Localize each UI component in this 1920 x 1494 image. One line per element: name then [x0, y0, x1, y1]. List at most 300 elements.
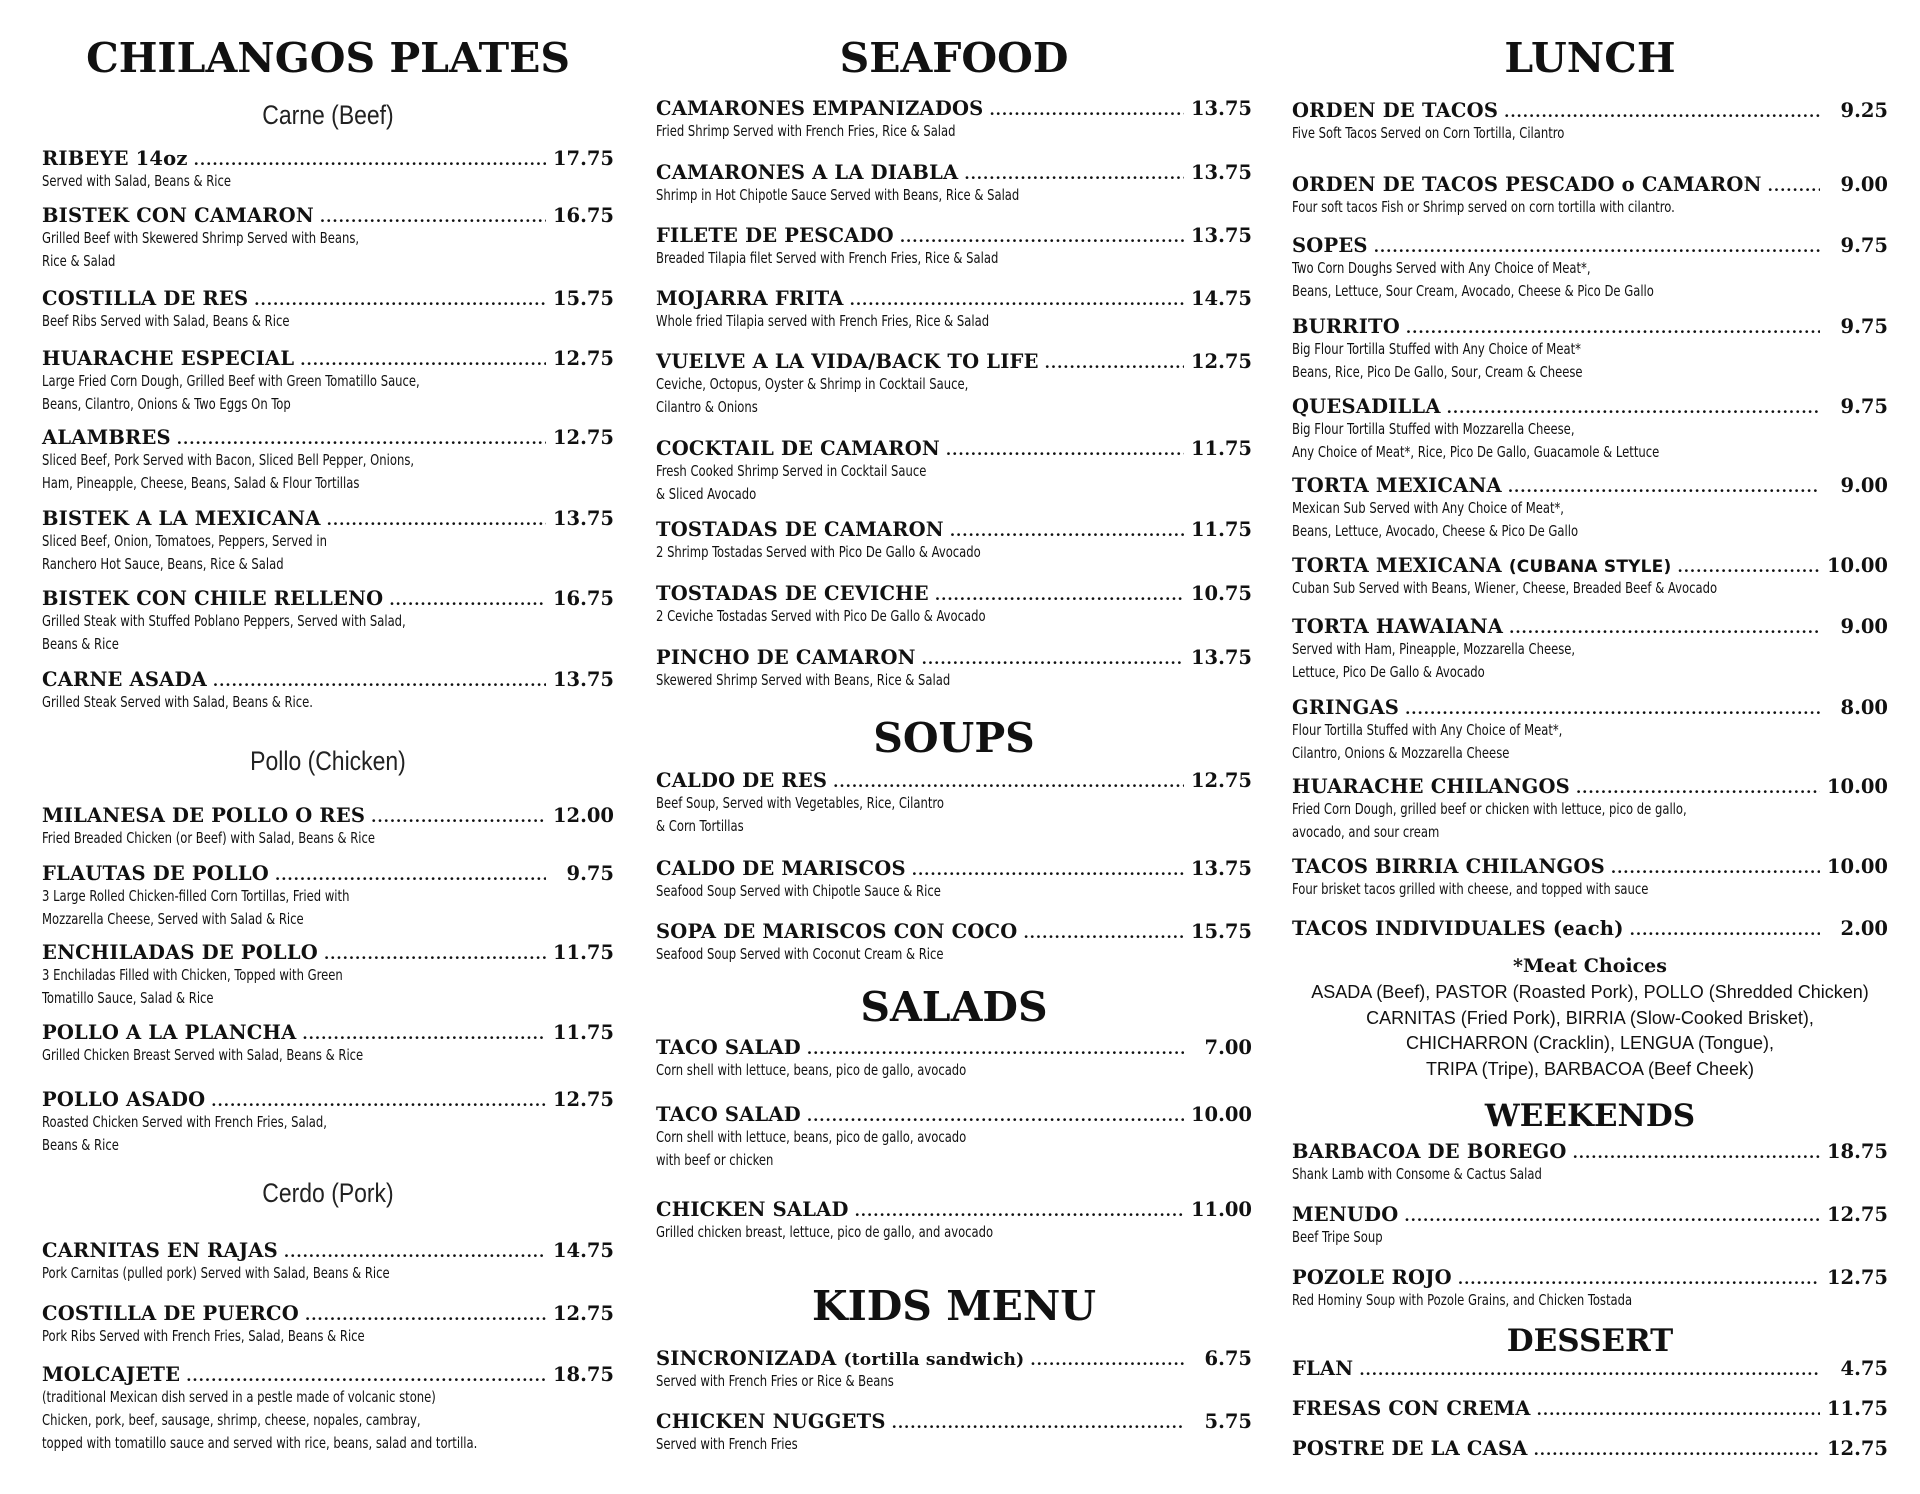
- menu-item-description: Four brisket tacos grilled with cheese, and topped with sauce: [1292, 879, 1649, 898]
- menu-item-description: 2 Ceviche Tostadas Served with Pico De Gallo & Avocado: [656, 606, 986, 625]
- menu-item-gringas: [1292, 698, 1888, 764]
- menu-item-name-text: SINCRONIZADA: [656, 1347, 837, 1370]
- menu-item-row: [1292, 617, 1888, 637]
- menu-item-description: 2 Shrimp Tostadas Served with Pico De Gallo & Avocado: [656, 542, 981, 561]
- menu-item-row: [1292, 317, 1888, 337]
- menu-item-price: 5.75: [1204, 1410, 1252, 1433]
- menu-item-description: Lettuce, Pico De Gallo & Avocado: [1292, 662, 1485, 681]
- menu-item-name: [656, 520, 944, 540]
- menu-item-flautas-de-pollo: [42, 864, 614, 930]
- menu-item-ribeye-14oz: [42, 149, 614, 192]
- menu-item-description: Beef Tripe Soup: [1292, 1227, 1383, 1246]
- dot-leader: [935, 588, 1184, 603]
- meat-line: ASADA (Beef), PASTOR (Roasted Pork), POLLO (Shredded Chicken): [1311, 982, 1869, 1002]
- menu-item-name: [656, 648, 916, 668]
- meat-line: CHICHARRON (Cracklin), LENGUA (Tongue),: [1405, 1033, 1775, 1053]
- menu-item-price: 15.75: [1190, 920, 1252, 943]
- menu-item-tacos-individuales-each: [1292, 919, 1888, 939]
- menu-item-name-text: BARBACOA DE BOREGO: [1292, 1140, 1567, 1163]
- menu-item-name: [1292, 1205, 1398, 1225]
- menu-item-price: 10.75: [1190, 582, 1252, 605]
- menu-item-price: 4.75: [1840, 1357, 1888, 1380]
- dot-leader: [371, 810, 546, 825]
- carne-category-label: Carne (Beef): [262, 100, 394, 130]
- dot-leader: [950, 524, 1184, 539]
- menu-item-description: Grilled chicken breast, lettuce, pico de gallo, and avocado: [656, 1222, 994, 1241]
- menu-item-name: [1292, 919, 1624, 939]
- menu-item-name-text: SOPA DE MARISCOS CON COCO: [656, 920, 1018, 943]
- meat-choices-title: *Meat Choices: [1513, 955, 1667, 977]
- menu-item-name: [1292, 101, 1498, 121]
- menu-item-chicken-nuggets: [656, 1412, 1252, 1455]
- menu-item-row: [656, 289, 1252, 309]
- menu-item-name-text: MENUDO: [1292, 1203, 1399, 1226]
- menu-item-description: Corn shell with lettuce, beans, pico de gallo, avocado: [656, 1060, 967, 1079]
- menu-item-burrito: [1292, 317, 1888, 383]
- dot-leader: [922, 652, 1184, 667]
- menu-item-name: [42, 428, 171, 448]
- menu-item-huarache-chilangos: [1292, 777, 1888, 843]
- menu-item-row: [656, 1105, 1252, 1125]
- menu-item-row: [42, 943, 614, 963]
- menu-item-price: 9.25: [1840, 99, 1888, 122]
- menu-item-name-text: RIBEYE 14oz: [42, 147, 188, 170]
- dot-leader: [1576, 781, 1820, 796]
- menu-item-price: 13.75: [552, 507, 614, 530]
- menu-item-price: 18.75: [552, 1363, 614, 1386]
- menu-item-milanesa-de-pollo-o-res: [42, 806, 614, 849]
- menu-item-price: 15.75: [552, 287, 614, 310]
- menu-item-description: Shank Lamb with Consome & Cactus Salad: [1292, 1164, 1542, 1183]
- menu-item-name: [656, 1200, 849, 1220]
- dot-leader: [300, 353, 546, 368]
- menu-item-molcajete: [42, 1365, 614, 1454]
- menu-item-postre-de-la-casa: [1292, 1439, 1888, 1459]
- menu-item-description: Cilantro, Onions & Mozzarella Cheese: [1292, 743, 1510, 762]
- menu-item-name: [42, 509, 321, 529]
- menu-item-name-text: ENCHILADAS DE POLLO: [42, 941, 318, 964]
- menu-item-quesadilla: [1292, 397, 1888, 463]
- menu-item-description: Beans, Lettuce, Avocado, Cheese & Pico De Gallo: [1292, 521, 1579, 540]
- menu-item-description: Served with Salad, Beans & Rice: [42, 171, 232, 190]
- menu-item-pincho-de-camaron: [656, 648, 1252, 691]
- menu-item-price: 8.00: [1840, 696, 1888, 719]
- dessert-title: DESSERT: [1506, 1323, 1674, 1359]
- menu-item-name-text: TACO SALAD: [656, 1036, 801, 1059]
- menu-item-price: 13.75: [1190, 224, 1252, 247]
- dot-leader: [912, 863, 1184, 878]
- menu-item-name: [1292, 397, 1441, 417]
- menu-item-row: [42, 864, 614, 884]
- menu-item-name-text: FRESAS CON CREMA: [1292, 1397, 1531, 1420]
- menu-item-price: 9.00: [1840, 615, 1888, 638]
- menu-item-name: [42, 1023, 296, 1043]
- menu-item-price: 12.75: [552, 426, 614, 449]
- menu-item-name: [656, 859, 906, 879]
- menu-item-tostadas-de-camaron: [656, 520, 1252, 563]
- menu-item-fresas-con-crema: [1292, 1399, 1888, 1419]
- dot-leader: [989, 103, 1184, 118]
- menu-item-pozole-rojo: [1292, 1268, 1888, 1311]
- menu-item-row: [1292, 1142, 1888, 1162]
- menu-item-row: [1292, 175, 1888, 195]
- menu-item-name-text: COSTILLA DE PUERCO: [42, 1302, 299, 1325]
- menu-item-name-text: TACOS INDIVIDUALES (each): [1292, 917, 1624, 940]
- menu-item-note: (CUBANA STYLE): [1508, 557, 1672, 577]
- menu-item-row: [656, 584, 1252, 604]
- menu-item-description: Four soft tacos Fish or Shrimp served on corn tortilla with cilantro.: [1292, 197, 1675, 216]
- menu-item-taco-salad: [656, 1038, 1252, 1081]
- dot-leader: [389, 593, 546, 608]
- dot-leader: [1537, 1403, 1820, 1418]
- dot-leader: [327, 513, 546, 528]
- menu-item-row: [42, 149, 614, 169]
- menu-item-description: topped with tomatillo sauce and served with rice, beans, salad and tortilla.: [42, 1433, 478, 1452]
- menu-item-price: 12.75: [552, 1302, 614, 1325]
- menu-item-name-text: HUARACHE CHILANGOS: [1292, 775, 1570, 798]
- menu-item-name-text: CHICKEN SALAD: [656, 1198, 849, 1221]
- menu-item-name-text: GRINGAS: [1292, 696, 1400, 719]
- menu-item-name: [1292, 857, 1605, 877]
- menu-item-sincronizada: [656, 1349, 1252, 1392]
- menu-item-description: Fried Breaded Chicken (or Beef) with Salad, Beans & Rice: [42, 828, 376, 847]
- dot-leader: [1509, 621, 1820, 636]
- menu-item-price: 9.75: [1840, 234, 1888, 257]
- menu-item-price: 10.00: [1826, 554, 1888, 577]
- menu-item-description: Fried Corn Dough, grilled beef or chicken with lettuce, pico de gallo,: [1292, 799, 1687, 818]
- dot-leader: [807, 1109, 1184, 1124]
- menu-item-row: [656, 922, 1252, 942]
- menu-item-description: Tomatillo Sauce, Salad & Rice: [42, 988, 214, 1007]
- meat-line: CARNITAS (Fried Pork), BIRRIA (Slow-Cooked Brisket),: [1366, 1007, 1814, 1028]
- menu-item-name: [42, 1241, 278, 1261]
- menu-item-price: 9.00: [1840, 474, 1888, 497]
- menu-item-row: [656, 520, 1252, 540]
- menu-item-torta-hawaiana: [1292, 617, 1888, 683]
- menu-item-row: [656, 648, 1252, 668]
- menu-item-orden-de-tacos: [1292, 101, 1888, 144]
- menu-item-name-text: POLLO A LA PLANCHA: [42, 1021, 297, 1044]
- menu-item-name: [42, 806, 365, 826]
- menu-item-row: [1292, 1399, 1888, 1419]
- menu-item-name-text: ALAMBRES: [42, 426, 171, 449]
- menu-item-price: 13.75: [552, 668, 614, 691]
- menu-item-description: Ranchero Hot Sauce, Beans, Rice & Salad: [42, 554, 284, 573]
- menu-item-price: 12.75: [552, 347, 614, 370]
- menu-item-name: [42, 670, 207, 690]
- menu-item-row: [656, 439, 1252, 459]
- menu-item-row: [1292, 919, 1888, 939]
- menu-item-vuelve-a-la-vida-back-to-life: [656, 352, 1252, 418]
- dot-leader: [946, 443, 1184, 458]
- menu-item-camarones-a-la-diabla: [656, 163, 1252, 206]
- menu-item-price: 11.75: [1826, 1397, 1888, 1420]
- menu-item-name: [42, 864, 269, 884]
- menu-item-name: [42, 149, 188, 169]
- menu-item-pollo-a-la-plancha: [42, 1023, 614, 1066]
- menu-item-price: 12.75: [1826, 1203, 1888, 1226]
- meat-choices-list: [1292, 980, 1888, 1082]
- menu-item-description: Flour Tortilla Stuffed with Any Choice of Meat*,: [1292, 720, 1563, 739]
- menu-item-torta-mexicana: [1292, 556, 1888, 599]
- menu-item-name: [42, 943, 318, 963]
- menu-item-price: 9.75: [1840, 395, 1888, 418]
- menu-item-name-text: TORTA MEXICANA: [1292, 474, 1502, 497]
- menu-item-name-text: FLAN: [1292, 1357, 1354, 1380]
- menu-item-price: 10.00: [1826, 775, 1888, 798]
- menu-item-name: [656, 163, 958, 183]
- dot-leader: [275, 868, 546, 883]
- weekends-title: WEEKENDS: [1484, 1098, 1696, 1134]
- menu-item-name: [1292, 317, 1400, 337]
- menu-item-name-text: MOJARRA FRITA: [656, 287, 844, 310]
- dot-leader: [324, 947, 546, 962]
- menu-item-name-text: ORDEN DE TACOS PESCADO o CAMARON: [1292, 173, 1762, 196]
- menu-item-name: [1292, 617, 1503, 637]
- menu-item-carne-asada: [42, 670, 614, 713]
- menu-item-description: Chicken, pork, beef, sausage, shrimp, cheese, nopales, cambray,: [42, 1410, 421, 1429]
- dot-leader: [194, 153, 546, 168]
- menu-item-row: [1292, 476, 1888, 496]
- menu-item-description: avocado, and sour cream: [1292, 822, 1440, 841]
- dot-leader: [284, 1245, 546, 1260]
- menu-item-price: 13.75: [1190, 646, 1252, 669]
- menu-item-name-text: POSTRE DE LA CASA: [1292, 1437, 1528, 1460]
- menu-item-name-text: CALDO DE RES: [656, 769, 828, 792]
- menu-item-price: 9.75: [566, 862, 614, 885]
- menu-item-price: 17.75: [552, 147, 614, 170]
- dot-leader: [833, 775, 1184, 790]
- menu-item-row: [42, 589, 614, 609]
- menu-item-description: Cilantro & Onions: [656, 397, 758, 416]
- menu-item-bistek-con-camaron: [42, 206, 614, 272]
- menu-item-description: & Corn Tortillas: [656, 816, 744, 835]
- menu-item-description: Five Soft Tacos Served on Corn Tortilla, Cilantro: [1292, 123, 1565, 142]
- menu-item-row: [1292, 777, 1888, 797]
- menu-item-price: 10.00: [1826, 855, 1888, 878]
- menu-item-enchiladas-de-pollo: [42, 943, 614, 1009]
- menu-item-row: [42, 206, 614, 226]
- menu-item-name-text: SOPES: [1292, 234, 1368, 257]
- menu-item-price: 12.75: [1826, 1266, 1888, 1289]
- menu-item-name-text: FLAUTAS DE POLLO: [42, 862, 269, 885]
- dot-leader: [305, 1308, 546, 1323]
- menu-item-name-text: TORTA MEXICANA: [1292, 554, 1502, 577]
- menu-item-price: 12.75: [1190, 769, 1252, 792]
- menu-item-price: 14.75: [1190, 287, 1252, 310]
- menu-item-description: Big Flour Tortilla Stuffed with Mozzarella Cheese,: [1292, 419, 1575, 438]
- menu-item-description: Pork Ribs Served with French Fries, Salad, Beans & Rice: [42, 1326, 365, 1345]
- menu-item-note: (tortilla sandwich): [843, 1350, 1025, 1370]
- menu-item-name-text: POZOLE ROJO: [1292, 1266, 1452, 1289]
- menu-item-name: [1292, 777, 1570, 797]
- salads-title: SALADS: [860, 983, 1048, 1031]
- menu-item-description: Ceviche, Octopus, Oyster & Shrimp in Cocktail Sauce,: [656, 374, 969, 393]
- menu-item-name-text: TOSTADAS DE CAMARON: [656, 518, 944, 541]
- menu-item-price: 12.00: [552, 804, 614, 827]
- menu-item-caldo-de-mariscos: [656, 859, 1252, 902]
- menu-item-name-text: HUARACHE ESPECIAL: [42, 347, 295, 370]
- menu-item-row: [42, 1304, 614, 1324]
- menu-item-name: [656, 99, 983, 119]
- menu-item-name: [1292, 1359, 1353, 1379]
- menu-item-row: [42, 428, 614, 448]
- menu-item-name: [1292, 476, 1502, 496]
- menu-item-price: 2.00: [1840, 917, 1888, 940]
- menu-item-alambres: [42, 428, 614, 494]
- menu-item-description: Two Corn Doughs Served with Any Choice of Meat*,: [1292, 258, 1591, 277]
- menu-item-name: [1292, 556, 1671, 576]
- menu-item-price: 11.00: [1190, 1198, 1252, 1221]
- menu-item-name-text: CARNITAS EN RAJAS: [42, 1239, 278, 1262]
- menu-item-name-text: TACOS BIRRIA CHILANGOS: [1292, 855, 1605, 878]
- menu-item-row: [42, 1023, 614, 1043]
- menu-item-description: Pork Carnitas (pulled pork) Served with Salad, Beans & Rice: [42, 1263, 390, 1282]
- dot-leader: [900, 230, 1184, 245]
- menu-item-name: [1292, 1439, 1528, 1459]
- menu-item-name-text: PINCHO DE CAMARON: [656, 646, 916, 669]
- menu-item-name: [656, 226, 894, 246]
- cerdo-category-label: Cerdo (Pork): [262, 1178, 394, 1208]
- menu-item-name: [1292, 1142, 1567, 1162]
- menu-item-price: 18.75: [1826, 1140, 1888, 1163]
- dot-leader: [1508, 480, 1820, 495]
- menu-item-row: [42, 349, 614, 369]
- menu-item-row: [656, 1412, 1252, 1432]
- menu-item-name: [42, 349, 294, 369]
- dot-leader: [211, 1094, 546, 1109]
- menu-item-row: [42, 1365, 614, 1385]
- menu-item-price: 13.75: [1190, 161, 1252, 184]
- menu-item-name: [42, 289, 248, 309]
- menu-item-name: [1292, 698, 1399, 718]
- menu-item-description: Grilled Beef with Skewered Shrimp Served with Beans,: [42, 228, 360, 247]
- menu-item-description: & Sliced Avocado: [656, 484, 757, 503]
- dot-leader: [964, 167, 1184, 182]
- menu-item-description: Served with French Fries: [656, 1434, 798, 1453]
- lunch-title: LUNCH: [1504, 34, 1676, 82]
- menu-item-description: Sliced Beef, Onion, Tomatoes, Peppers, Served in: [42, 531, 327, 550]
- menu-item-name-text: COCKTAIL DE CAMARON: [656, 437, 940, 460]
- menu-item-description: Beans & Rice: [42, 1135, 119, 1154]
- menu-item-description: Grilled Steak Served with Salad, Beans & Rice.: [42, 692, 313, 711]
- seafood-title: SEAFOOD: [839, 34, 1069, 82]
- menu-item-row: [656, 771, 1252, 791]
- pollo-category-label: Pollo (Chicken): [250, 746, 406, 776]
- menu-item-row: [1292, 556, 1888, 576]
- dot-leader: [1504, 105, 1820, 120]
- dot-leader: [1045, 356, 1184, 371]
- menu-item-price: 11.75: [1190, 518, 1252, 541]
- menu-item-name-text: BURRITO: [1292, 315, 1400, 338]
- dot-leader: [1611, 861, 1820, 876]
- menu-item-name-text: CAMARONES A LA DIABLA: [656, 161, 959, 184]
- menu-item-row: [1292, 236, 1888, 256]
- menu-item-description: Fresh Cooked Shrimp Served in Cocktail Sauce: [656, 461, 927, 480]
- menu-item-huarache-especial: [42, 349, 614, 415]
- menu-item-price: 10.00: [1190, 1103, 1252, 1126]
- kids-menu-title: KIDS MENU: [811, 1282, 1097, 1330]
- menu-item-name: [42, 1090, 205, 1110]
- menu-item-taco-salad: [656, 1105, 1252, 1171]
- menu-item-name: [656, 1349, 1024, 1369]
- dot-leader: [1374, 240, 1820, 255]
- menu-item-row: [1292, 101, 1888, 121]
- menu-item-name: [1292, 236, 1368, 256]
- menu-item-name-text: MOLCAJETE: [42, 1363, 181, 1386]
- menu-item-row: [1292, 1205, 1888, 1225]
- menu-item-name-text: CHICKEN NUGGETS: [656, 1410, 886, 1433]
- meat-line: TRIPA (Tripe), BARBACOA (Beef Cheek): [1425, 1058, 1755, 1079]
- menu-item-row: [42, 1241, 614, 1261]
- menu-item-name-text: ORDEN DE TACOS: [1292, 99, 1499, 122]
- menu-item-description: Sliced Beef, Pork Served with Bacon, Sliced Bell Pepper, Onions,: [42, 450, 415, 469]
- menu-item-description: Rice & Salad: [42, 251, 116, 270]
- menu-item-description: Served with French Fries or Rice & Beans: [656, 1372, 894, 1390]
- menu-item-name-text: CARNE ASADA: [42, 668, 207, 691]
- menu-item-carnitas-en-rajas: [42, 1241, 614, 1284]
- menu-item-name-text: BISTEK CON CAMARON: [42, 204, 314, 227]
- menu-item-description: with beef or chicken: [656, 1150, 774, 1169]
- menu-item-name-text: TORTA HAWAIANA: [1292, 615, 1504, 638]
- menu-item-orden-de-tacos-pescado-o-camaron: [1292, 175, 1888, 218]
- menu-item-row: [42, 670, 614, 690]
- menu-item-row: [1292, 698, 1888, 718]
- menu-item-price: 9.00: [1840, 173, 1888, 196]
- menu-item-cocktail-de-camaron: [656, 439, 1252, 505]
- menu-item-price: 11.75: [552, 1021, 614, 1044]
- menu-item-barbacoa-de-borego: [1292, 1142, 1888, 1185]
- menu-item-name: [42, 206, 314, 226]
- menu-item-name-text: QUESADILLA: [1292, 395, 1441, 418]
- menu-item-name-text: CALDO DE MARISCOS: [656, 857, 906, 880]
- menu-item-bistek-a-la-mexicana: [42, 509, 614, 575]
- menu-item-name: [1292, 175, 1762, 195]
- menu-item-name: [42, 589, 383, 609]
- menu-item-name: [656, 584, 929, 604]
- dot-leader: [1677, 560, 1820, 575]
- menu-item-name-text: FILETE DE PESCADO: [656, 224, 894, 247]
- menu-item-torta-mexicana: [1292, 476, 1888, 542]
- menu-item-description: Beef Ribs Served with Salad, Beans & Rice: [42, 311, 290, 330]
- menu-item-menudo: [1292, 1205, 1888, 1248]
- menu-item-row: [656, 1038, 1252, 1058]
- menu-item-name: [656, 289, 844, 309]
- menu-item-row: [1292, 397, 1888, 417]
- menu-item-description: Cuban Sub Served with Beans, Wiener, Cheese, Breaded Beef & Avocado: [1292, 579, 1718, 597]
- menu-item-name: [656, 771, 827, 791]
- menu-item-name: [656, 1412, 886, 1432]
- menu-item-description: 3 Enchiladas Filled with Chicken, Topped with Green: [42, 965, 343, 984]
- menu-item-price: 11.75: [552, 941, 614, 964]
- menu-item-row: [42, 509, 614, 529]
- menu-item-pollo-asado: [42, 1090, 614, 1156]
- menu-item-description: Mozzarella Cheese, Served with Salad & Rice: [42, 909, 304, 928]
- menu-item-description: Seafood Soup Served with Chipotle Sauce & Rice: [656, 881, 941, 900]
- dot-leader: [1405, 702, 1820, 717]
- menu-item-name: [1292, 1399, 1531, 1419]
- menu-item-name: [42, 1304, 299, 1324]
- dot-leader: [254, 293, 546, 308]
- menu-item-price: 14.75: [552, 1239, 614, 1262]
- dot-leader: [302, 1027, 546, 1042]
- menu-item-description: Beans & Rice: [42, 634, 119, 653]
- menu-item-description: Served with Ham, Pineapple, Mozzarella Cheese,: [1292, 639, 1576, 658]
- menu-item-row: [656, 1349, 1252, 1369]
- menu-item-chicken-salad: [656, 1200, 1252, 1243]
- menu-item-name-text: CAMARONES EMPANIZADOS: [656, 97, 984, 120]
- menu-item-name: [656, 439, 940, 459]
